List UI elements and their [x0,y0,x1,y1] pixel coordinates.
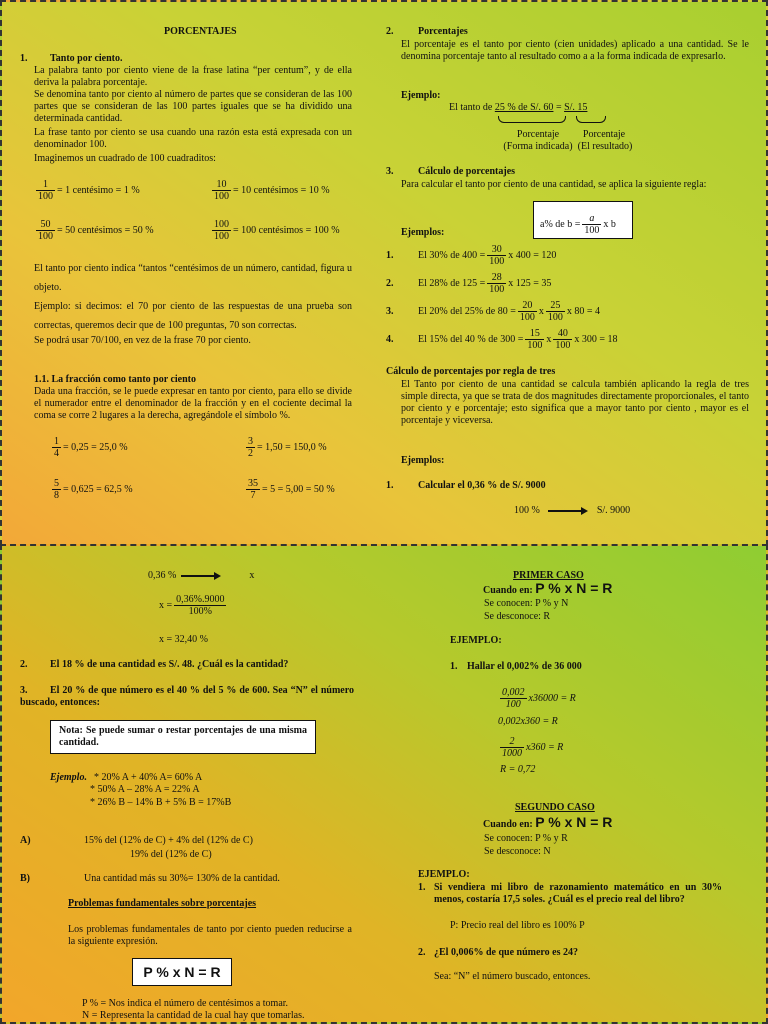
section-3-heading: Cálculo de porcentajes [418,166,516,177]
example-1-number: 1. [450,661,458,672]
brace-sub-2: (El resultado) [577,141,633,152]
ejemplo-line-1: * 20% A + 40% A= 60% A [94,772,203,783]
section-1-paragraph-2: Se denomina tanto por ciento al número de partes que se consideran de las 100 partes que se consideran de las 100 partes iguales que se ha dividido una determinada cantidad. [34,89,352,124]
case-b-text: Una cantidad más su 30%= 130% de la cantidad. [84,873,280,884]
step-3: $\frac{2}{1000}$ x360 = R [502,736,564,759]
bottom-panel [0,544,768,1024]
nota-box [50,720,316,754]
definition-n: N = Representa la cantidad de la cual hay que tomarlas. [82,1010,305,1021]
calc-example-4: 4. El 15% del 40 % de 300 = $\frac{15}{100}$ x $\frac{40}{100}$ x 300 = 18 [386,328,618,351]
step-4: R = 0,72 [500,764,536,775]
rule-of-three-row: 100 % S/. 9000 [514,505,631,516]
question-3-text: El 20 % de que número es el 40 % del 5 % de 600. Sea “N” el número buscado, entonces: [20,685,354,708]
section-1-paragraph-4: Imaginemos un cuadrado de 100 cuadraditos: [34,153,216,164]
rule-of-three-row-2: 0,36 % x [148,570,255,581]
section-2-paragraph: El porcentaje es el tanto por ciento (cien unidades) aplicado a una cantidad. Se le denomina porcentaje tanto al resultado como a a la forma indicada de expresarlo. [401,39,749,62]
fraction-example-1: $\frac{1}{4}$ = 0,25 = 25,0 % [54,436,128,459]
example-2-number: 1. [418,882,426,893]
section-1-1-heading: 1.1. La fracción como tanto por ciento [34,374,197,385]
fraction-example-2: $\frac{3}{2}$ = 1,50 = 150,0 % [248,436,327,459]
regla-heading: Cálculo de porcentajes por regla de tres [386,366,556,377]
section-1-1-paragraph: Dada una fracción, se le puede expresar en tanto por ciento, para ello se divide el numerador entre el denominador de la fracción y en el cociente decimal la coma se corre 2 lugares a la derecha, agregándole el símbolo %. [34,386,352,421]
fraction-example-3: $\frac{5}{8}$ = 0,625 = 62,5 % [54,478,133,501]
calc-example-1: 1. El 30% de 400 = $\frac{30}{100}$ x 400 = 120 [386,244,557,267]
case-1-title: PRIMER CASO [513,570,584,581]
ejemplo-label: Ejemplo: [401,90,441,101]
calc-example-3: 3. El 20% del 25% de 80 = $\frac{20}{100}$ x $\frac{25}{100}$ x 80 = 4 [386,300,600,323]
section-3-number: 3. [386,166,394,177]
section-2-number: 2. [386,26,394,37]
ejemplos-label: Ejemplos: [401,227,445,238]
page-title: PORCENTAJES [164,26,237,37]
ejemplo-2-heading: EJEMPLO: [418,869,470,880]
ejemplo-paragraph: Ejemplo: si decimos: el 70 por ciento de las respuestas de una prueba son correctas, queremos decir que de 100 preguntas, 70 son correctas. [34,301,352,331]
section-1-number: 1. [20,53,28,64]
problems-paragraph: Los problemas fundamentales de tanto por ciento pueden reducirse a la siguiente expresión. [68,924,352,947]
fraction-example-4: $\frac{35}{7}$ = 5 = 5,00 = 50 % [248,478,335,501]
case-a-line-1: 15% del (12% de C) + 4% del (12% de C) [84,835,253,846]
ejemplo-dot-label: Ejemplo. [50,772,87,783]
case-2-title: SEGUNDO CASO [515,802,595,813]
question-2-number: 2. [20,659,28,670]
brace-sub-1: (Forma indicada) [503,141,573,152]
percent-example-4: $\frac{100}{100}$ = 100 centésimos = 100 % [214,219,340,242]
arrow-right-icon [181,571,221,581]
section-1-heading: Tanto por ciento. [50,53,123,64]
percent-example-1: $\frac{1}{100}$ = 1 centésimo = 1 % [38,179,140,202]
arrow-right-icon [548,506,588,516]
brace-forma [498,116,566,123]
section-1-paragraph-3: La frase tanto por ciento se usa cuando una razón esta está expresada con un denominador 100. [34,127,352,150]
case-1-when: Cuando en: P % x N = R [483,580,613,596]
rule-formula: a% de b = $\frac{a}{100}$ x b [540,213,616,236]
section-3-paragraph: Para calcular el tanto por ciento de una cantidad, se aplica la siguiente regla: [401,179,707,190]
case-a-label: A) [20,835,31,846]
formula-text: P % x N = R [143,964,221,980]
nota-text: Nota: Se puede sumar o restar porcentajes de una misma cantidad. [59,725,307,748]
case-2-when: Cuando en: P % x N = R [483,814,613,830]
example-3-paragraph: Sea: “N” el número buscado, entonces. [434,971,591,982]
case-b-label: B) [20,873,30,884]
section-1-paragraph-1: La palabra tanto por ciento viene de la frase latina “per centum”, y de ella deriva la palabra porcentaje. [34,65,352,88]
rule-box [533,201,633,239]
brace-label-2: Porcentaje [582,129,626,140]
ejemplo-line-3: * 26% B – 14% B + 5% B = 17%B [90,797,232,808]
definition-p: P % = Nos indica el número de centésimos a tomar. [82,998,289,1009]
usar-paragraph: Se podrá usar 70/100, en vez de la frase 70 por ciento. [34,335,251,346]
step-2: 0,002x360 = R [498,716,558,727]
section-2-heading: Porcentajes [418,26,468,37]
calc-number: 1. [386,480,394,491]
percent-example-2: $\frac{10}{100}$ = 10 centésimos = 10 % [214,179,330,202]
ejemplo-heading: EJEMPLO: [450,635,502,646]
x-result: x = 32,40 % [159,634,208,645]
ejemplo-line-2: * 50% A – 28% A = 22% A [90,784,200,795]
example-2-paragraph: P: Precio real del libro es 100% P [450,920,585,931]
problems-heading: Problemas fundamentales sobre porcentajes [68,898,257,909]
percent-example-3: $\frac{50}{100}$ = 50 centésimos = 50 % [38,219,154,242]
example-3-text: ¿El 0,006% de que número es 24? [434,947,578,958]
example-1-text: Hallar el 0,002% de 36 000 [467,661,582,672]
step-1: $\frac{0,002}{100}$ x36000 = R [502,687,576,710]
calc-example-2: 2. El 28% de 125 = $\frac{28}{100}$ x 125 = 35 [386,272,552,295]
brace-label-1: Porcentaje [516,129,560,140]
case-2-unknown: Se desconoce: N [484,846,551,857]
formula-box [132,958,232,986]
example-3-number: 2. [418,947,426,958]
question-2-text: El 18 % de una cantidad es S/. 48. ¿Cuál es la cantidad? [50,659,289,670]
indica-paragraph: El tanto por ciento indica “tantos “centésimos de un número, cantidad, figura u objeto. [34,263,352,293]
ejemplos-2-label: Ejemplos: [401,455,445,466]
case-2-known: Se conocen: P % y R [484,833,568,844]
example-2-text: Si vendiera mi libro de razonamiento matemático en un 30% menos, costaría 17,5 soles. ¿Cuál es el precio real del libro? [434,882,722,905]
question-3-number: 3. [20,685,28,696]
case-1-unknown: Se desconoce: R [484,611,551,622]
regla-paragraph: El Tanto por ciento de una cantidad se calcula también aplicando la regla de tres simple directa, ya que se trata de dos magnitudes directamente proporcionales, el tanto por ciento y e porcentaje; esto significa que a mayor tanto por ciento , mayor es el porcentaje y viceversa. [401,379,749,426]
case-a-line-2: 19% del (12% de C) [130,849,212,860]
calc-heading: Calcular el 0,36 % de S/. 9000 [418,480,546,491]
x-formula: x = $\frac{0,36\%.9000}{100\%}$ [159,594,225,617]
tanto-expression: El tanto de 25 % de S/. 60 = S/. 15 [449,102,588,113]
case-1-known: Se conocen: P % y N [484,598,569,609]
brace-resultado [576,116,606,123]
